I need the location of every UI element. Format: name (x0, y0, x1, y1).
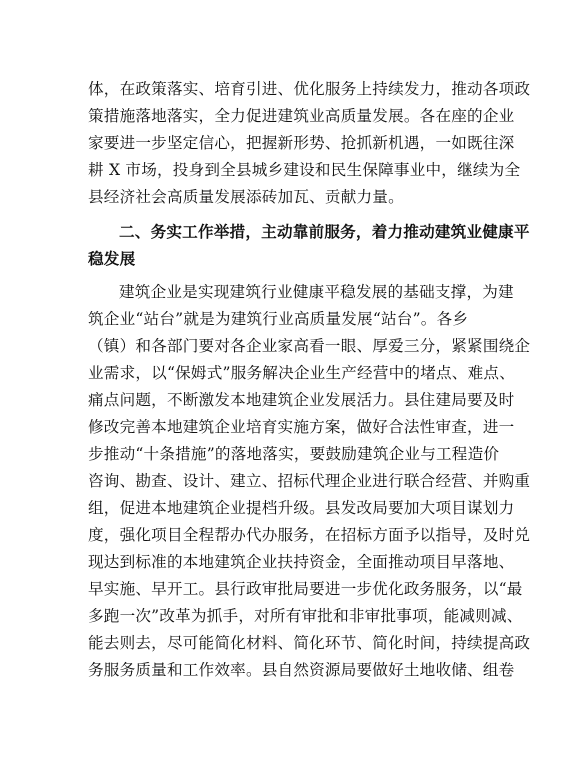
text-line: 县经济社会高质量发展添砖加瓦、贡献力量。 (88, 188, 404, 206)
paragraph-gap (88, 211, 500, 218)
text-line: 度，强化项目全程帮办代办服务，在招标方面予以指导，及时兑 (88, 526, 531, 544)
heading-line: 稳发展 (88, 249, 136, 268)
text-line: 家要进一步坚定信心，把握新形势、抢抓新机遇，一如既往深 (88, 134, 515, 152)
text-line: 早实施、早开工。县行政审批局要进一步优化政务服务，以“最 (88, 580, 523, 598)
text-line: 组，促进本地建筑企业提档升级。县发改局要加大项目谋划力 (88, 499, 515, 517)
heading-line: 二、务实工作举措，主动靠前服务，着力推动建筑业健康平 (119, 222, 530, 241)
text-line: 能去则去，尽可能简化材料、简化环节、简化时间，持续提高政 (88, 634, 531, 652)
text-line: 建筑企业是实现建筑行业健康平稳发展的基础支撑，为建 (119, 283, 514, 301)
section-heading (88, 218, 530, 272)
text-line: 务服务质量和工作效率。县自然资源局要做好土地收储、组卷 (88, 661, 515, 679)
document-page (88, 76, 531, 684)
text-line: 现达到标准的本地建筑企业扶持资金，全面推动项目早落地、 (88, 553, 515, 571)
text-line: 耕 X 市场，投身到全县城乡建设和民生保障事业中，继续为全 (88, 161, 521, 179)
text-line: 步推动“十条措施”的落地落实，要鼓励建筑企业与工程造价 (88, 445, 500, 463)
text-line: 筑企业“站台”就是为建筑行业高质量发展“站台”。各乡 (88, 310, 469, 328)
text-line: （镇）和各部门要对各企业家高看一眼、厚爱三分，紧紧围绕企 (88, 337, 531, 355)
text-line: 修改完善本地建筑企业培育实施方案，做好合法性审查，进一 (88, 418, 515, 436)
text-line: 痛点问题，不断激发本地建筑企业发展活力。县住建局要及时 (88, 391, 515, 409)
text-line: 咨询、勘查、设计、建立、招标代理企业进行联合经营、并购重 (88, 472, 531, 490)
paragraph-continuation (88, 76, 531, 211)
text-line: 业需求，以“保姆式”服务解决企业生产经营中的堵点、难点、 (88, 364, 515, 382)
paragraph-gap (88, 272, 500, 279)
text-line: 多跑一次”改革为抓手，对所有审批和非审批事项，能减则减、 (88, 607, 523, 625)
text-line: 体，在政策落实、培育引进、优化服务上持续发力，推动各项政 (88, 80, 531, 98)
text-line: 策措施落地落实，全力促进建筑业高质量发展。各在座的企业 (88, 107, 515, 125)
body-paragraph (88, 279, 531, 684)
